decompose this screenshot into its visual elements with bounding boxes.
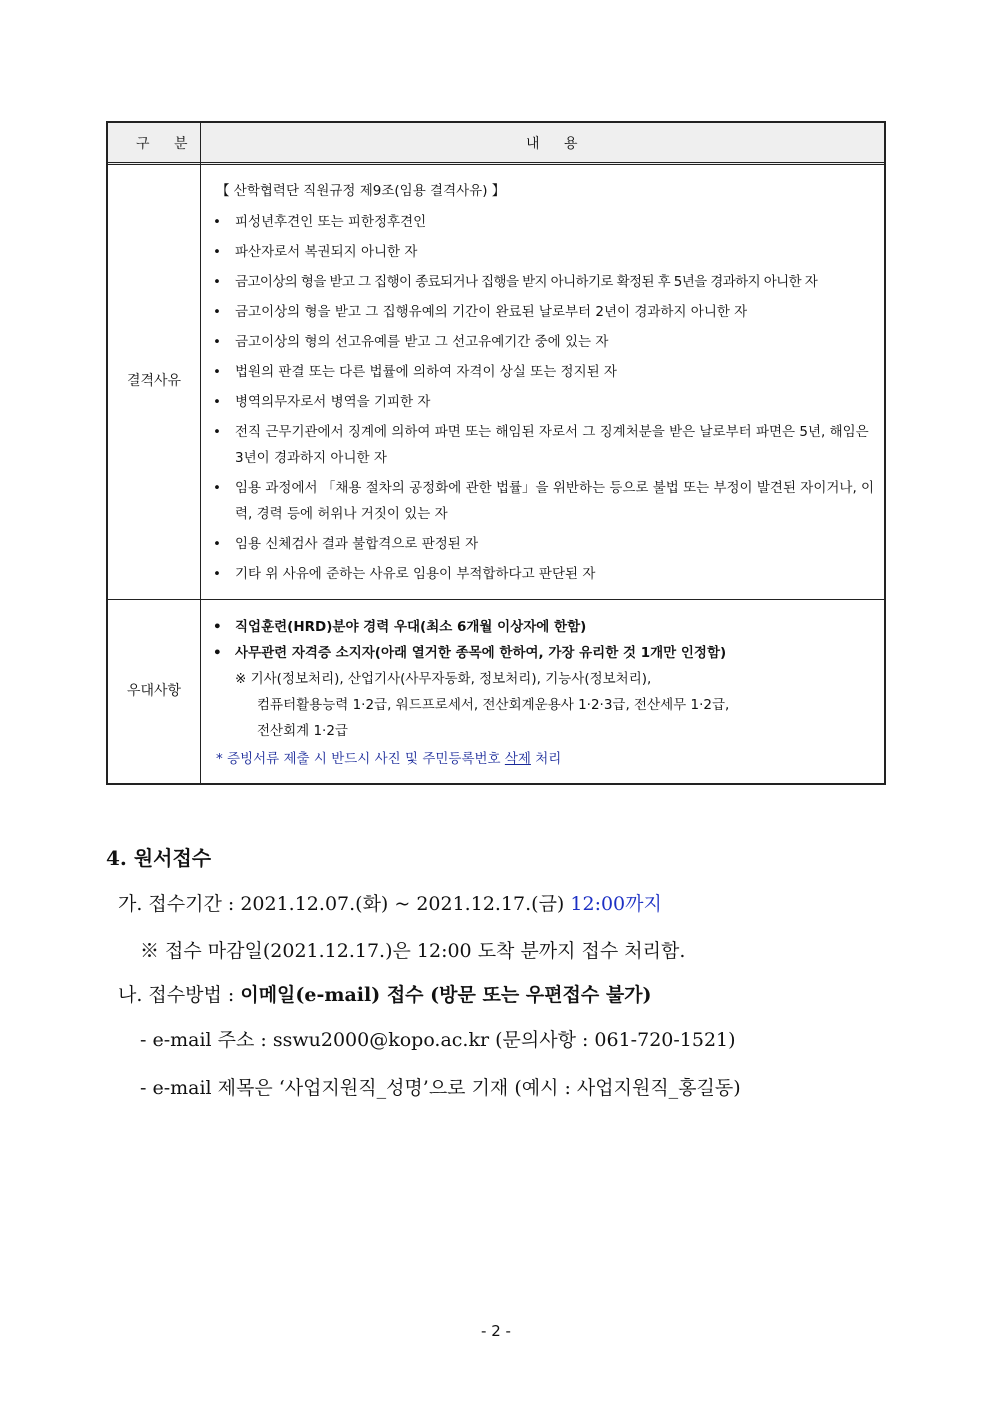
table-row-disqualification: [108, 165, 884, 600]
header-category: 구 분: [136, 136, 198, 152]
email-subject-line: - e-mail 제목은 ‘사업지원직_성명’으로 기재 (예시 : 사업지원직_홍길동): [140, 1077, 741, 1099]
table-row-preference: [108, 600, 884, 783]
list-item: • 전직 근무기관에서 징계에 의하여 파면 또는 해임된 자로서 그 징계처분을 받은 날로부터 파면은 5년, 해임은 3년이 경과하지 아니한 자: [212, 419, 876, 471]
list-item: • 사무관련 자격증 소지자(아래 열거한 종목에 한하여, 가장 유리한 것 1개만 인정함): [212, 640, 876, 666]
list-item: • 임용 신체검사 결과 불합격으로 판정된 자: [212, 531, 876, 557]
row-category: 결격사유: [126, 373, 182, 389]
method-value: 이메일(e-mail) 접수 (방문 또는 우편접수 불가): [240, 984, 652, 1006]
list-item: • 직업훈련(HRD)분야 경력 우대(최소 6개월 이상자에 한함): [212, 614, 876, 640]
certificate-note-line: ※ 기사(정보처리), 산업기사(사무자동화, 정보처리), 기능사(정보처리),: [235, 671, 652, 687]
certificate-note-line: 전산회계 1·2급: [257, 723, 348, 739]
table-header: [108, 123, 884, 165]
footnote-text: * 증빙서류 제출 시 반드시 사진 및 주민등록번호: [216, 751, 505, 767]
list-item: • 파산자로서 복권되지 아니한 자: [212, 239, 876, 265]
row-content: [212, 614, 876, 772]
list-item: • 병역의무자로서 병역을 기피한 자: [212, 389, 876, 415]
certificate-note: [212, 666, 876, 744]
header-content: 내 용: [526, 136, 588, 152]
row-category: 우대사항: [126, 683, 182, 699]
row-content: [212, 179, 876, 591]
eligibility-table: [106, 121, 886, 785]
footnote-text: 처리: [530, 751, 562, 767]
list-item: • 금고이상의 형의 선고유예를 받고 그 선고유예기간 중에 있는 자: [212, 329, 876, 355]
section-title: 4. 원서접수: [106, 846, 212, 870]
document-footnote: [216, 746, 876, 772]
footnote-underlined-text: 삭제: [504, 751, 531, 767]
list-item: • 금고이상의 형을 받고 그 집행이 종료되거나 집행을 받지 아니하기로 확정된 후 5년을 경과하지 아니한 자: [212, 269, 876, 295]
email-address-line: - e-mail 주소 : sswu2000@kopo.ac.kr (문의사항 : 061-720-1521): [140, 1029, 736, 1051]
list-item: • 금고이상의 형을 받고 그 집행유예의 기간이 완료된 날로부터 2년이 경과하지 아니한 자: [212, 299, 876, 325]
application-method: [118, 980, 652, 1007]
list-item: • 피성년후견인 또는 피한정후견인: [212, 209, 876, 235]
method-label: 나. 접수방법 :: [118, 984, 241, 1006]
certificate-note-line: 컴퓨터활용능력 1·2급, 워드프로세서, 전산회계운용사 1·2·3급, 전산세무 1·2급,: [257, 697, 730, 713]
period-label: 가. 접수기간 : 2021.12.07.(화) ~ 2021.12.17.(금): [118, 893, 571, 915]
list-item: • 임용 과정에서 「채용 절차의 공정화에 관한 법률」을 위반하는 등으로 불법 또는 부정이 발견된 자이거나, 이력, 경력 등에 허위나 거짓이 있는 자: [212, 475, 876, 527]
period-time: 12:00까지: [570, 893, 662, 915]
regulation-subheading: 【 산학협력단 직원규정 제9조(임용 결격사유) 】: [216, 183, 506, 199]
deadline-note: ※ 접수 마감일(2021.12.17.)은 12:00 도착 분까지 접수 처리함.: [140, 940, 686, 962]
list-item: • 법원의 판결 또는 다른 법률에 의하여 자격이 상실 또는 정지된 자: [212, 359, 876, 385]
page-number: - 2 -: [481, 1322, 511, 1340]
list-item: • 기타 위 사유에 준하는 사유로 임용이 부적합하다고 판단된 자: [212, 561, 876, 587]
application-period: [118, 889, 662, 916]
